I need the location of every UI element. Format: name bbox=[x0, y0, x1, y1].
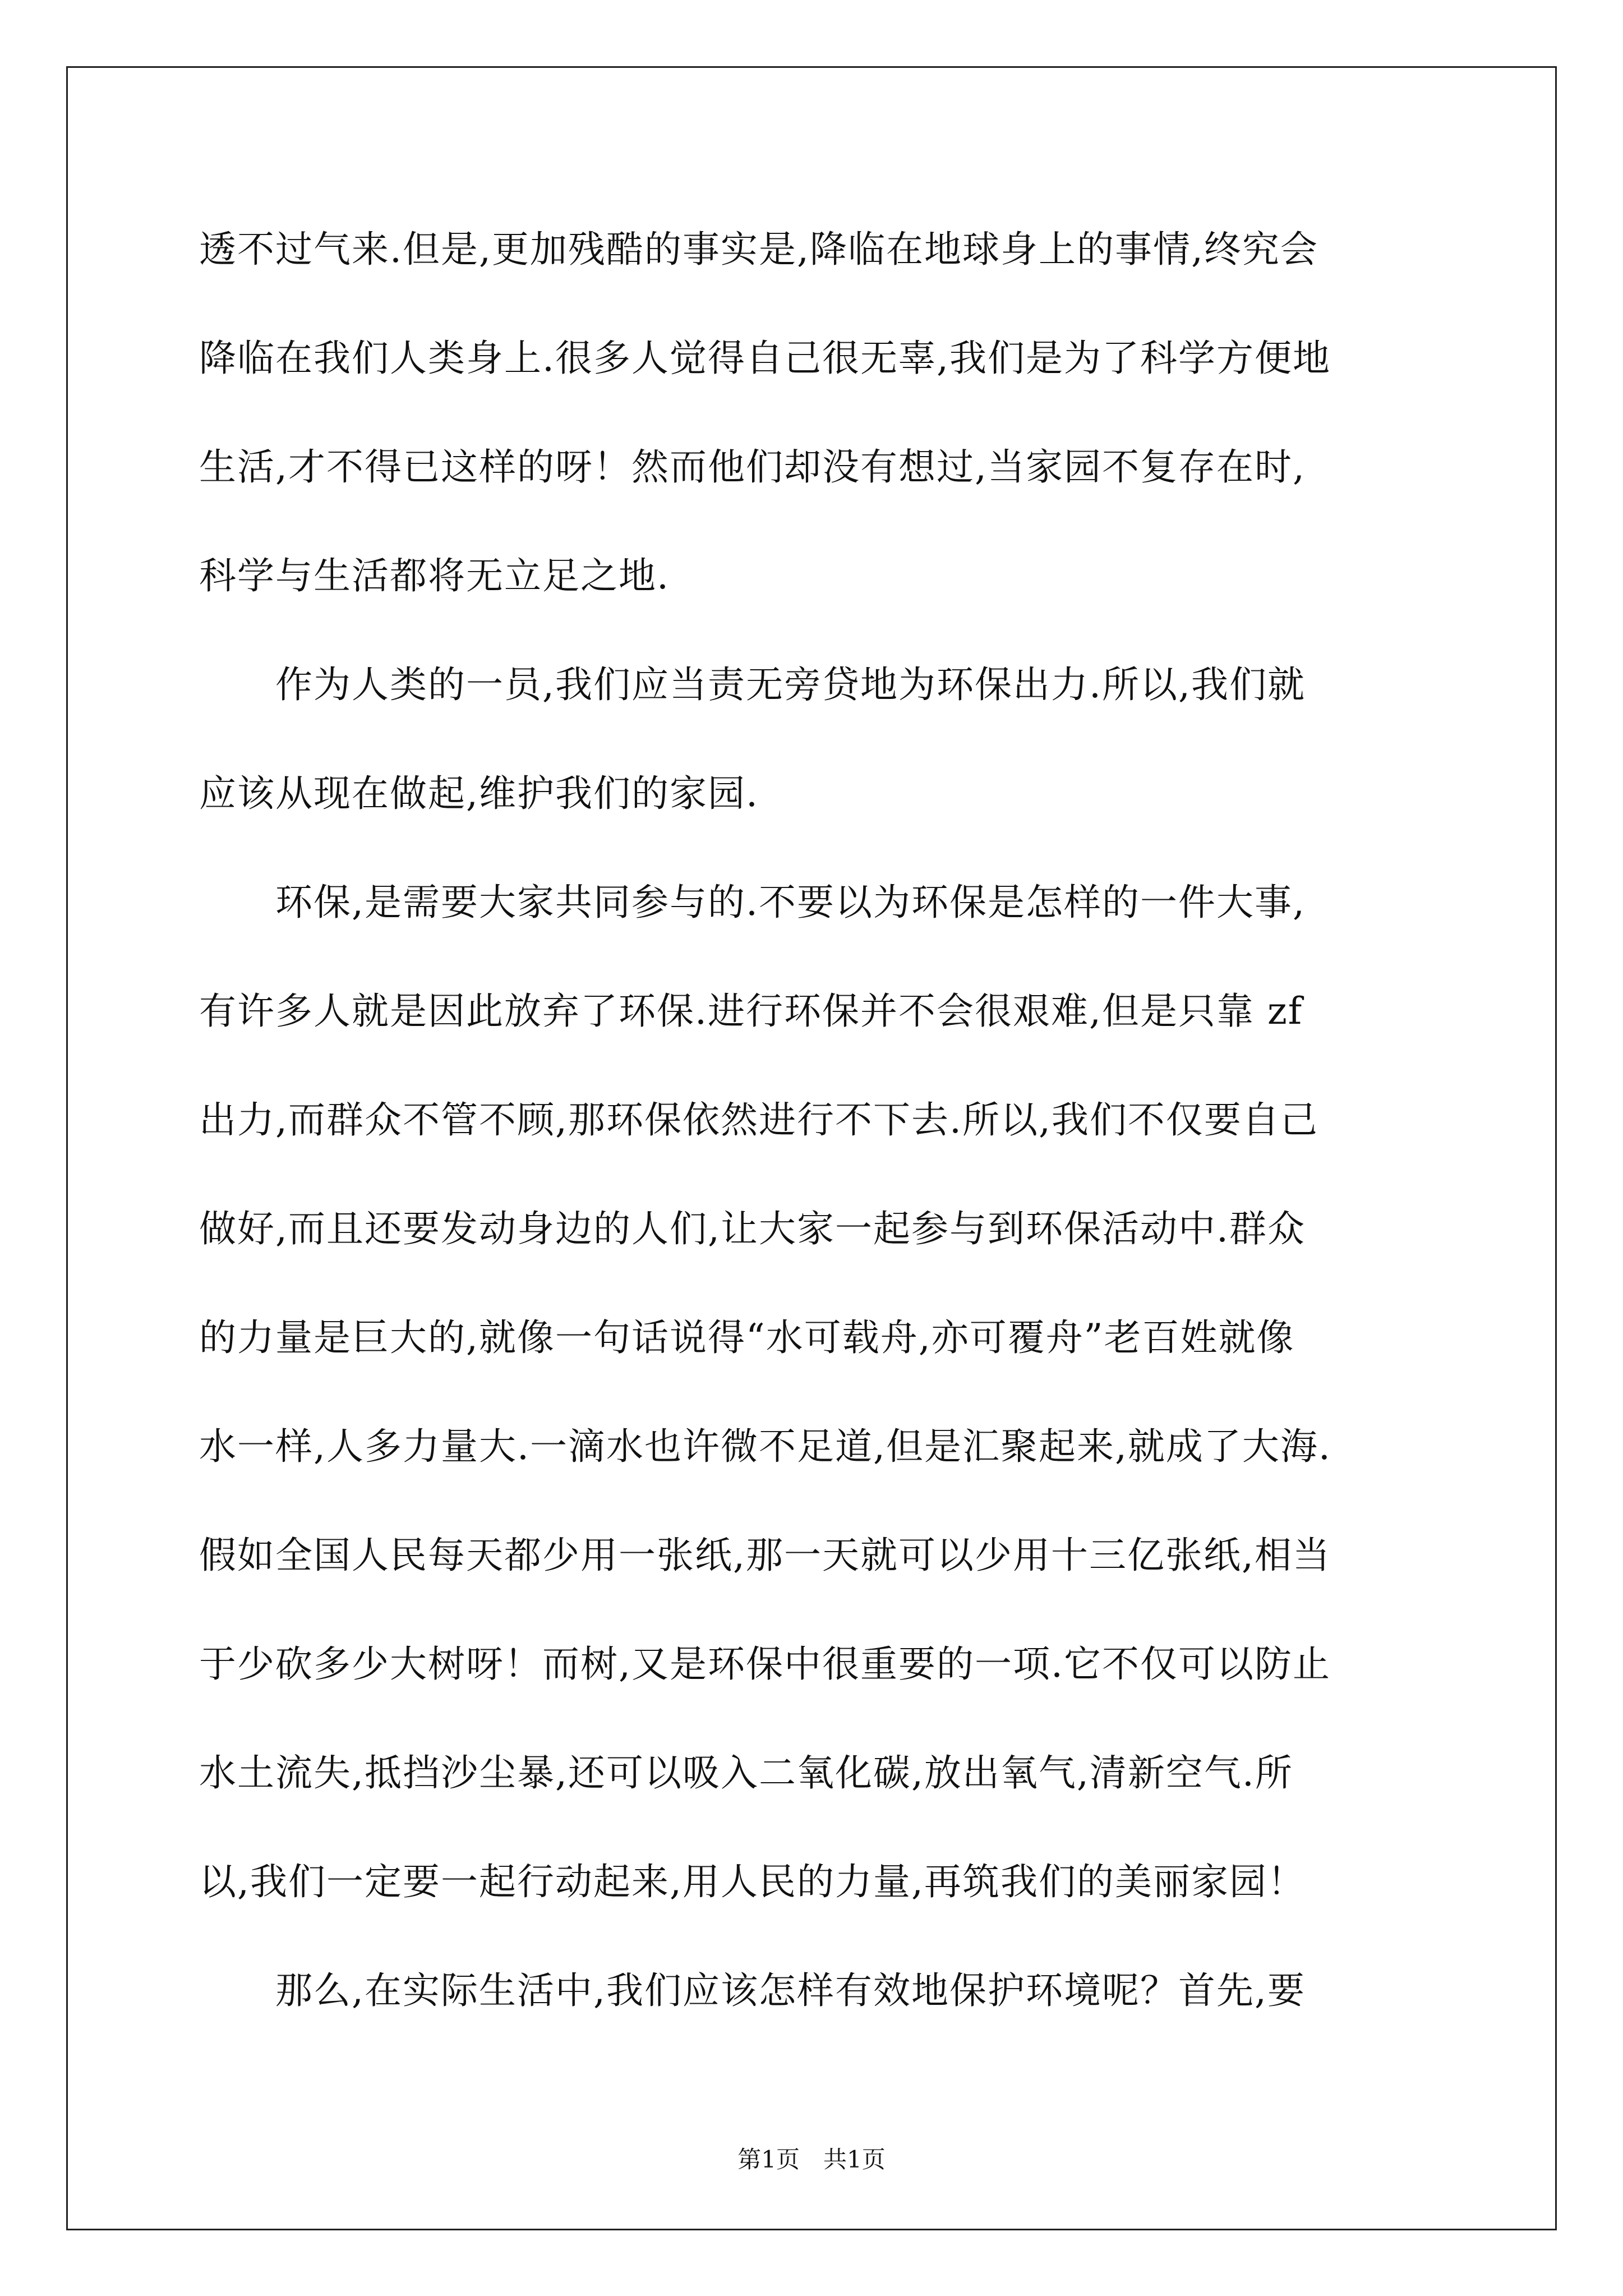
text-line: 透不过气来.但是,更加残酷的事实是,降临在地球身上的事情,终究会 bbox=[199, 228, 1318, 271]
text-line: 应该从现在做起,维护我们的家园. bbox=[199, 772, 759, 815]
text-line: 假如全国人民每天都少用一张纸,那一天就可以少用十三亿张纸,相当 bbox=[199, 1534, 1331, 1577]
text-line: 以,我们一定要一起行动起来,用人民的力量,再筑我们的美丽家园！ bbox=[199, 1860, 1306, 1903]
text-line: 于少砍多少大树呀！而树,又是环保中很重要的一项.它不仅可以防止 bbox=[199, 1642, 1331, 1686]
text-line: 作为人类的一员,我们应当责无旁贷地为环保出力.所以,我们就 bbox=[199, 663, 1306, 706]
text-line: 那么,在实际生活中,我们应该怎样有效地保护环境呢？首先,要 bbox=[199, 1969, 1306, 2012]
text-line: 做好,而且还要发动身边的人们,让大家一起参与到环保活动中.群众 bbox=[199, 1207, 1306, 1250]
page-footer: 第1页 共1页 bbox=[737, 2146, 886, 2173]
text-line: 水一样,人多力量大.一滴水也许微不足道,但是汇聚起来,就成了大海. bbox=[199, 1425, 1331, 1468]
text-line: 科学与生活都将无立足之地. bbox=[199, 554, 670, 597]
page-border bbox=[66, 66, 1557, 2230]
text-line: 有许多人就是因此放弃了环保.进行环保并不会很艰难,但是只靠 zf bbox=[199, 990, 1303, 1033]
text-line: 环保,是需要大家共同参与的.不要以为环保是怎样的一件大事, bbox=[199, 881, 1306, 924]
text-line: 的力量是巨大的,就像一句话说得“水可载舟,亦可覆舟”老百姓就像 bbox=[199, 1316, 1295, 1359]
text-line: 出力,而群众不管不顾,那环保依然进行不下去.所以,我们不仅要自己 bbox=[199, 1098, 1318, 1142]
text-line: 降临在我们人类身上.很多人觉得自己很无辜,我们是为了科学方便地 bbox=[199, 337, 1331, 380]
text-line: 水土流失,抵挡沙尘暴,还可以吸入二氧化碳,放出氧气,清新空气.所 bbox=[199, 1751, 1293, 1795]
text-line: 生活,才不得已这样的呀！然而他们却没有想过,当家园不复存在时, bbox=[199, 445, 1306, 489]
